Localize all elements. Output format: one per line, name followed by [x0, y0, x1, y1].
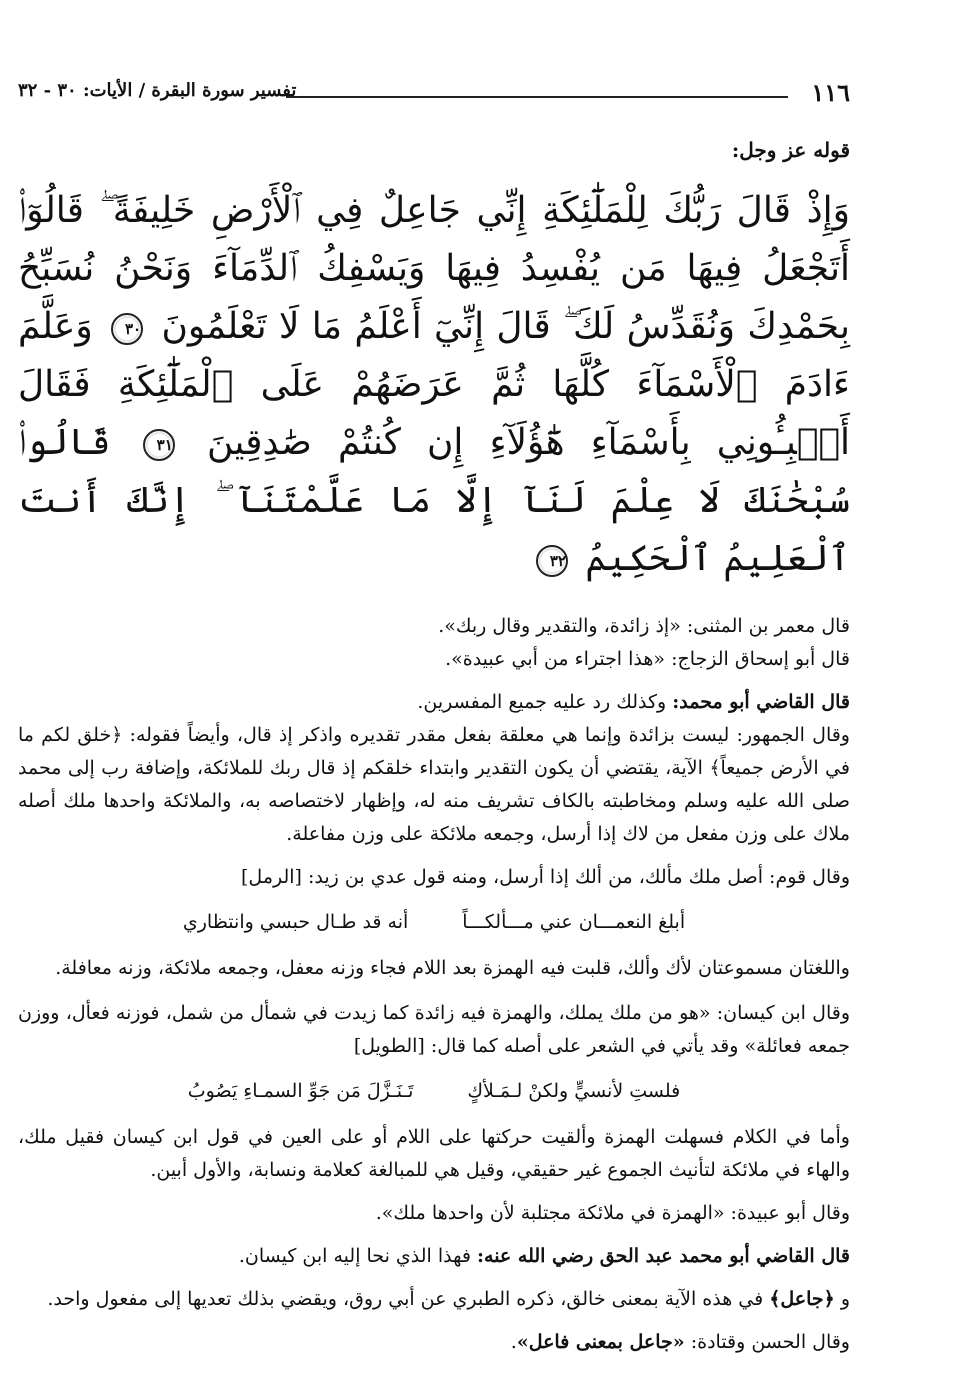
paragraph-text: فهذا الذي نحا إليه ابن كيسان.: [238, 1245, 477, 1267]
poem-hemistich-first: فلستِ لأنسيٍّ ولكنْ لـمَـلأكٍ: [467, 1080, 681, 1102]
page-number: ١١٦: [811, 78, 850, 107]
poem-hemistich-second: أنه قد طـال حبسي وانتظاري: [182, 911, 409, 933]
poem-verse: [18, 904, 850, 940]
poem-hemistich-first: أبلغ النعمـــان عني مـــألكـــاً: [462, 911, 686, 933]
verse-number-marker: ٣٠: [111, 313, 143, 345]
quran-line: ءَادَمَ ٱلْأَسْمَآءَ كُلَّهَا ثُمَّ عَرَضَهُمْ عَلَى ٱلْمَلَٰٓئِكَةِ فَقَالَ أَنۢبِـُٔونِي بِأَسْمَآءِ هَٰٓؤُلَآءِ إِن كُنتُمْ صَٰدِقِينَ: [18, 364, 850, 463]
poetic-meter: [الطويل]: [353, 1035, 425, 1057]
paragraph-text: وكذلك رد عليه جميع المفسرين.: [417, 691, 673, 713]
quran-line: وَعَلَّمَ: [18, 306, 93, 347]
verse-intro: قوله عز وجل:: [731, 138, 850, 162]
paragraph: وقال الجمهور: ليست بزائدة وإنما هي معلقة بفعل مقدر تقديره واذكر إذ قال، وأيضاً فقوله: ﴿خلق لكم ما في الأرض جميعاً﴾ الآية، يقتضي أن يكون التقدير وابتداء خلقكم إذ قال ربك للملائكة، وإضافة رب إلى محمد صلى الله عليه وسلم ومخاطبته بالكاف تشريف منه له، وإظهار لاختصاصه به، والملائكة واحدها ملك أصله ملاك على وزن مفعل من لاك إذا أرسل، وجمعه ملائكة على وزن مفاعلة.: [18, 724, 850, 845]
book-page: [18, 72, 850, 1359]
paragraph: وأما في الكلام فسهلت الهمزة وألقيت حركتها على اللام أو على العين في قول ابن كيسان فقيل ملك، والهاء في ملائكة لتأنيث الجموع غير حقيقي، وقيل هي للمبالغة كعلامة ونسابة، والأول أبين.: [18, 1126, 850, 1181]
paragraph-text: وقال ابن كيسان: «هو من ملك يملك، والهمزة فيه زائدة كما زيدت في شمأل من شمل، فوزنه فعأل، ووزن جمعه فعائلة» وقد يأتي في الشعر على أصله كما قال:: [18, 1002, 850, 1057]
quran-line: وَيَسْفِكُ ٱلدِّمَآءَ وَنَحْنُ نُسَبِّحُ بِحَمْدِكَ وَنُقَدِّسُ لَكَ ۖ قَالَ إِنِّيٓ أَعْلَمُ مَا لَا تَعْلَمُونَ: [18, 248, 851, 347]
paragraph: [18, 1240, 850, 1273]
paragraph-text: في هذه الآية بمعنى خالق، ذكره الطبري عن أبي روق، ويقضي بذلك تعديها إلى مفعول واحد.: [47, 1288, 770, 1310]
poem-hemistich-second: تَـنَـزَّلَ مَن جَوِّ السمـاءِ يَصُوبُ: [187, 1080, 414, 1102]
poem-verse: [18, 1073, 850, 1109]
verse-number-marker: ٣١: [143, 429, 175, 461]
paragraph-text: و: [834, 1288, 850, 1310]
paragraph: قال أبو إسحاق الزجاج: «هذا اجتراء من أبي عبيدة».: [445, 648, 850, 670]
speaker-label: قال القاضي أبو محمد:: [672, 691, 850, 713]
paragraph-text: وقال قوم: أصل ملك مألك، من ألك إذا أرسل، ومنه قول عدي بن زيد:: [301, 866, 850, 888]
paragraph: [18, 997, 850, 1063]
speaker-label: قال القاضي أبو محمد عبد الحق رضي الله عنه:: [477, 1245, 850, 1267]
verse-number-marker: ٣٢: [536, 545, 568, 577]
page-header: [18, 72, 850, 106]
quran-verses: [18, 182, 850, 588]
paragraph-text: وقال الحسن وقتادة:: [684, 1331, 850, 1353]
paragraph: وقال أبو عبيدة: «الهمزة في ملائكة مجتلبة لأن واحدها ملك».: [375, 1202, 850, 1224]
paragraph: [18, 686, 850, 719]
paragraph: قال معمر بن المثنى: «إذ زائدة، والتقدير وقال ربك».: [438, 615, 850, 637]
paragraph: [18, 1283, 850, 1316]
quoted-term: «جاعل بمعنى فاعل»: [516, 1331, 685, 1353]
quran-line: قَالُوا۟ سُبْحَٰنَكَ لَا عِلْمَ لَنَآ إِلَّا مَا عَلَّمْتَنَآ ۖ إِنَّكَ أَنتَ ٱلْعَلِيمُ ٱلْحَكِيمُ: [18, 422, 851, 579]
quoted-term: ﴿جاعل﴾: [769, 1288, 835, 1310]
paragraph: [18, 1326, 850, 1359]
paragraph-text: .: [510, 1331, 517, 1353]
paragraph: واللغتان مسموعتان لأك وألك، قلبت فيه الهمزة بعد اللام فجاء وزنه معفل، وجمعه ملائكة، وزنه معافلة.: [55, 957, 850, 979]
running-head: تفسير سورة البقرة / الأيات: ٣٠ - ٣٢: [18, 80, 297, 101]
paragraph: [18, 861, 850, 894]
header-rule: [286, 96, 788, 98]
quran-line: وَإِذْ قَالَ رَبُّكَ لِلْمَلَٰٓئِكَةِ إِنِّي جَاعِلٌ فِي ٱلْأَرْضِ خَلِيفَةً ۖ قَالُوٓا۟ أَتَجْعَلُ فِيهَا مَن يُفْسِدُ فِيهَا: [18, 190, 850, 289]
poetic-meter: [الرمل]: [241, 866, 302, 888]
